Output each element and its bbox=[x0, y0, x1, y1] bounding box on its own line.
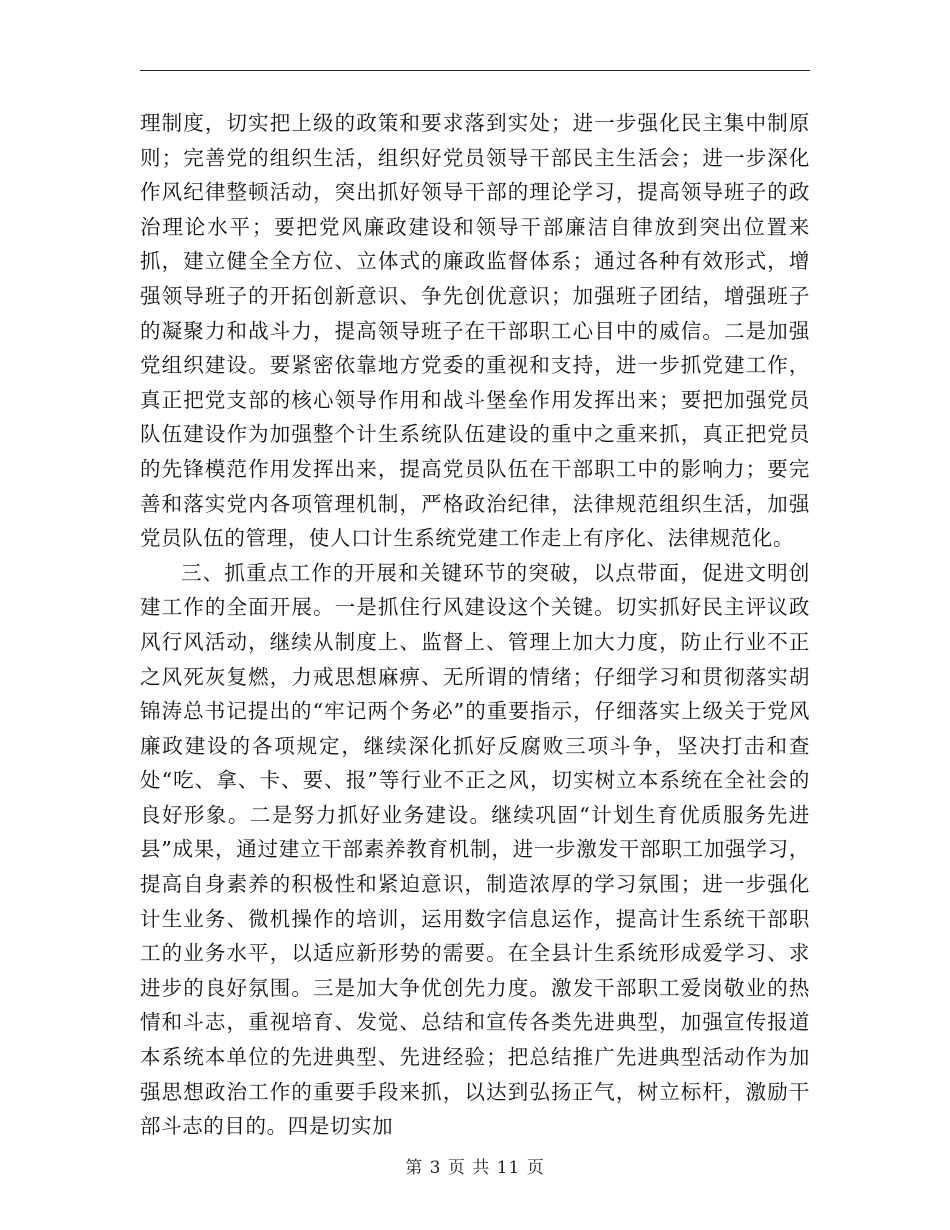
header-rule bbox=[140, 70, 810, 71]
paragraph-continued: 理制度，切实把上级的政策和要求落到实处；进一步强化民主集中制原则；完善党的组织生活，组织好党员领导干部民主生活会；进一步深化作风纪律整顿活动，突出抓好领导干部的理论学习，提高领导班子的政治理论水平；要把党风廉政建设和领导干部廉洁自律放到突出位置来抓，建立健全全方位、立体式的廉政监督体系；通过各种有效形式，增强领导班子的开拓创新意识、争先创优意识；加强班子团结，增强班子的凝聚力和战斗力，提高领导班子在干部职工心目中的威信。二是加强党组织建设。要紧密依靠地方党委的重视和支持，进一步抓党建工作，真正把党支部的核心领导作用和战斗堡垒作用发挥出来；要把加强党员队伍建设作为加强整个计生系统队伍建设的重中之重来抓，真正把党员的先锋模范作用发挥出来，提高党员队伍在干部职工中的影响力；要完善和落实党内各项管理机制，严格政治纪律，法律规范组织生活，加强党员队伍的管理，使人口计生系统党建工作走上有序化、法律规范化。 bbox=[140, 111, 810, 551]
document-body bbox=[140, 106, 810, 1144]
paragraph-section-three: 三、抓重点工作的开展和关键环节的突破，以点带面，促进文明创建工作的全面开展。一是抓住行风建设这个关键。切实抓好民主评议政风行风活动，继续从制度上、监督上、管理上加大力度，防止行业不正之风死灰复燃，力戒思想麻痹、无所谓的情绪；仔细学习和贯彻落实胡锦涛总书记提出的“牢记两个务必”的重要指示，仔细落实上级关于党风廉政建设的各项规定，继续深化抓好反腐败三项斗争，坚决打击和查处“吃、拿、卡、要、报”等行业不正之风，切实树立本系统在全社会的良好形象。二是努力抓好业务建设。继续巩固“计划生育优质服务先进县”成果，通过建立干部素养教育机制，进一步激发干部职工加强学习，提高自身素养的积极性和紧迫意识，制造浓厚的学习氛围；进一步强化计生业务、微机操作的培训，运用数字信息运作，提高计生系统干部职工的业务水平，以适应新形势的需要。在全县计生系统形成爱学习、求进步的良好氛围。三是加大争优创先力度。激发干部职工爱岗敬业的热情和斗志，重视培育、发觉、总结和宣传各类先进典型，加强宣传报道本系统本单位的先进典型、先进经验；把总结推广先进典型活动作为加强思想政治工作的重要手段来抓，以达到弘扬正气，树立标杆，激励干部斗志的目的。四是切实加 bbox=[140, 560, 810, 1139]
page-number: 第 3 页 共 11 页 bbox=[405, 1158, 545, 1178]
